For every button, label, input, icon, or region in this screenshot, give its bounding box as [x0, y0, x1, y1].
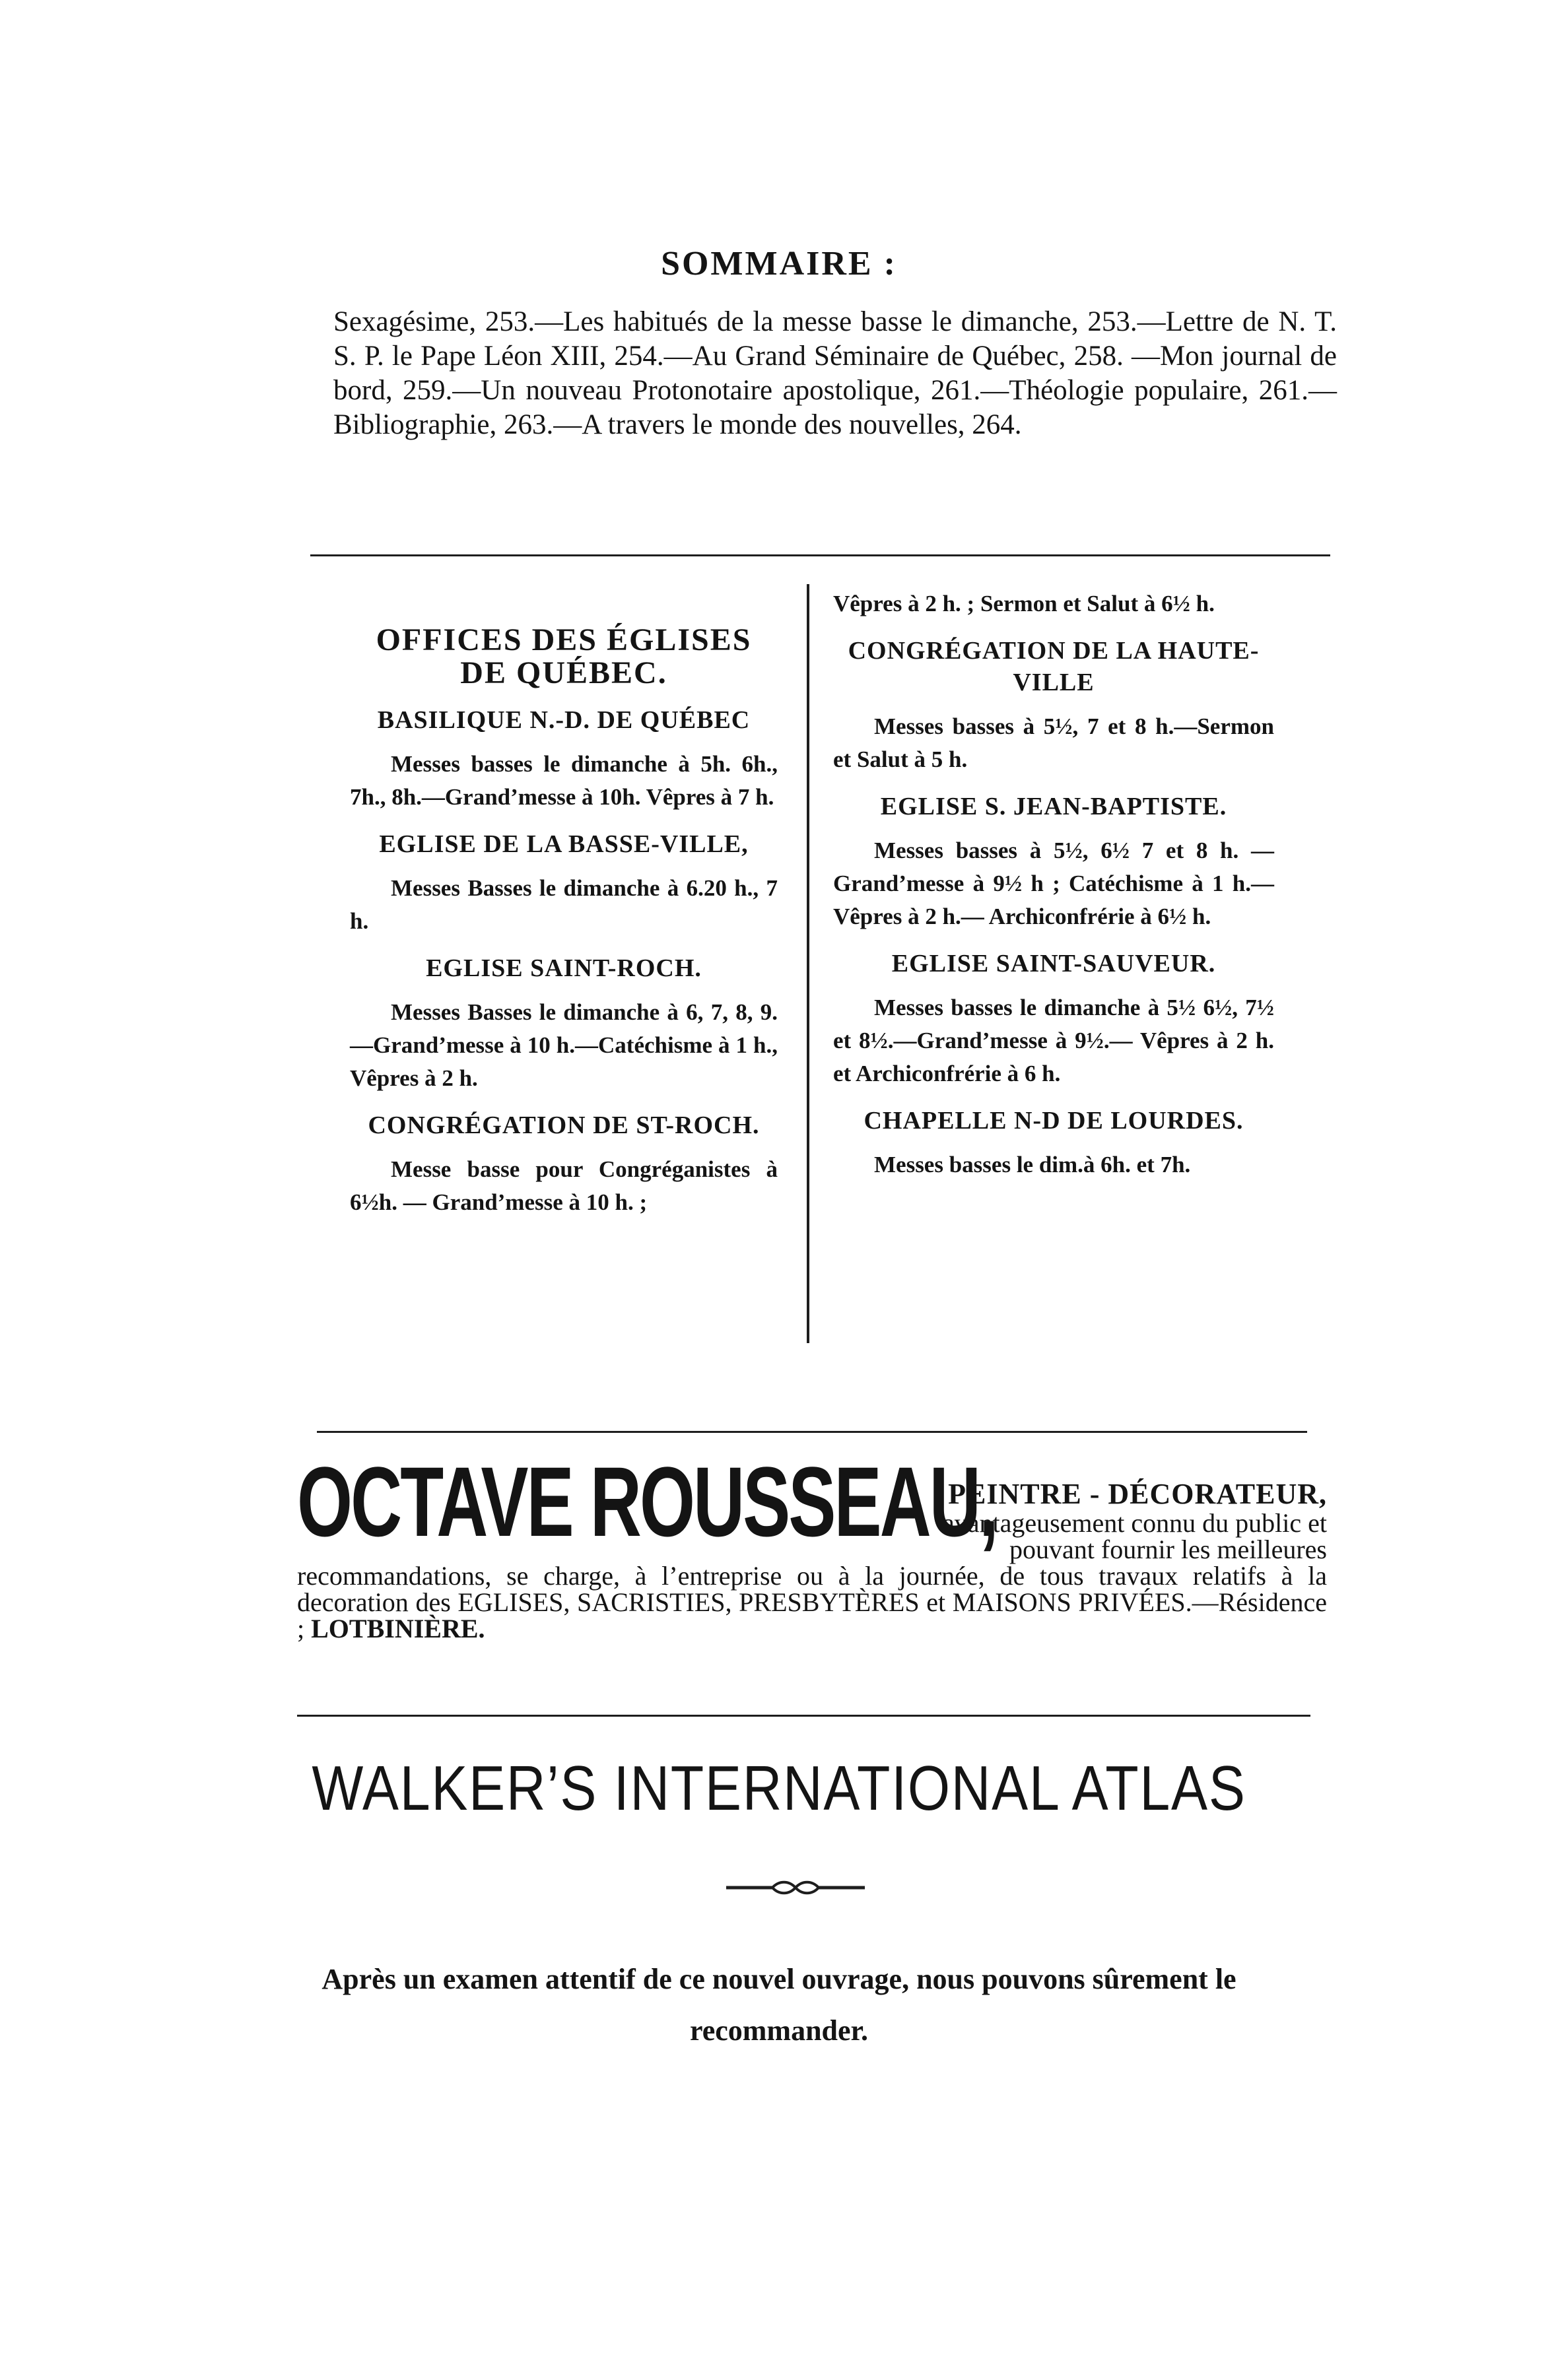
divider-top [310, 554, 1330, 556]
congregation-haute-ville-text: Messes basses à 5½, 7 et 8 h.—Sermon et Salut à 5 h. [833, 713, 1274, 772]
offices-right-column [833, 587, 1274, 1188]
walker-atlas-title: WALKER’S INTERNATIONAL ATLAS [312, 1753, 1246, 1824]
octave-rousseau-lead-text: avantageusement connu du public et pouvant fournir les meilleures [942, 1508, 1327, 1564]
lourdes-text: Messes basses le dim.à 6h. et 7h. [874, 1152, 1191, 1177]
offices-title-line1: OFFICES DES ÉGLISES [376, 622, 752, 657]
divider-middle [317, 1431, 1307, 1433]
octave-rousseau-role: PEINTRE - DÉCORATEUR, [948, 1478, 1327, 1510]
column-divider [807, 584, 809, 1343]
walker-atlas-recommendation: Après un examen attentif de ce nouvel ouvrage, nous pouvons sûrement le recommander. [322, 1963, 1236, 2047]
sommaire-text: Sexagésime, 253.—Les habitués de la messe basse le dimanche, 253.—Lettre de N. T. S. P. le Pape Léon XIII, 254.—Au Grand Séminaire de Québec, 258. —Mon journal de bord, 259.—Un nouveau Protonotaire apostolique, 261.—Théologie populaire, 261.—Bibliographie, 263.—A travers le monde des nouvelles, 264. [333, 306, 1337, 440]
octave-rousseau-body-text: recommandations, se charge, à l’entreprise ou à la journée, de tous travaux relatifs à la decoration des EGLISES, SACRISTIES, PRESBYTÈRES et MAISONS PRIVÉES.—Résidence ; [297, 1561, 1327, 1643]
octave-rousseau-body [297, 1563, 1327, 1642]
saint-jean-baptiste-text: Messes basses à 5½, 6½ 7 et 8 h. —Grand’messe à 9½ h ; Catéchisme à 1 h.—Vêpres à 2 h.— Archiconfrérie à 6½ h. [833, 838, 1274, 929]
ornament-divider-icon [726, 1878, 865, 1898]
saint-roch-text: Messes Basses le dimanche à 6, 7, 8, 9.—Grand’messe à 10 h.—Catéchisme à 1 h., Vêpres à 2 h. [350, 999, 778, 1091]
right-continuation-text: Vêpres à 2 h. ; Sermon et Salut à 6½ h. [833, 591, 1215, 616]
basse-ville-text: Messes Basses le dimanche à 6.20 h., 7 h. [350, 875, 778, 934]
congregation-haute-ville-heading: CONGRÉGATION DE LA HAUTE-VILLE [848, 637, 1260, 696]
octave-rousseau-name: OCTAVE ROUSSEAU, [297, 1446, 998, 1557]
offices-title-line2: DE QUÉBEC. [460, 655, 667, 690]
saint-jean-baptiste-heading: EGLISE S. JEAN-BAPTISTE. [880, 793, 1227, 820]
basse-ville-heading: EGLISE DE LA BASSE-VILLE, [379, 830, 749, 858]
basilique-text: Messes basses le dimanche à 5h. 6h., 7h., 8h.—Grand’messe à 10h. Vêpres à 7 h. [350, 751, 778, 810]
saint-sauveur-text: Messes basses le dimanche à 5½ 6½, 7½ et 8½.—Grand’messe à 9½.— Vêpres à 2 h. et Archiconfrérie à 6 h. [833, 995, 1274, 1086]
congregation-st-roch-heading: CONGRÉGATION DE ST-ROCH. [368, 1111, 760, 1139]
divider-lower [297, 1715, 1310, 1717]
octave-rousseau-residence: LOTBINIÈRE. [311, 1614, 485, 1643]
offices-left-column [350, 624, 778, 1226]
saint-roch-heading: EGLISE SAINT-ROCH. [426, 954, 702, 982]
saint-sauveur-heading: EGLISE SAINT-SAUVEUR. [891, 950, 1216, 977]
congregation-st-roch-text: Messe basse pour Congréganistes à 6½h. — Grand’messe à 10 h. ; [350, 1156, 778, 1215]
sommaire-title: SOMMAIRE : [661, 245, 897, 282]
lourdes-heading: CHAPELLE N-D DE LOURDES. [864, 1107, 1244, 1135]
basilique-heading: BASILIQUE N.-D. DE QUÉBEC [377, 706, 751, 734]
